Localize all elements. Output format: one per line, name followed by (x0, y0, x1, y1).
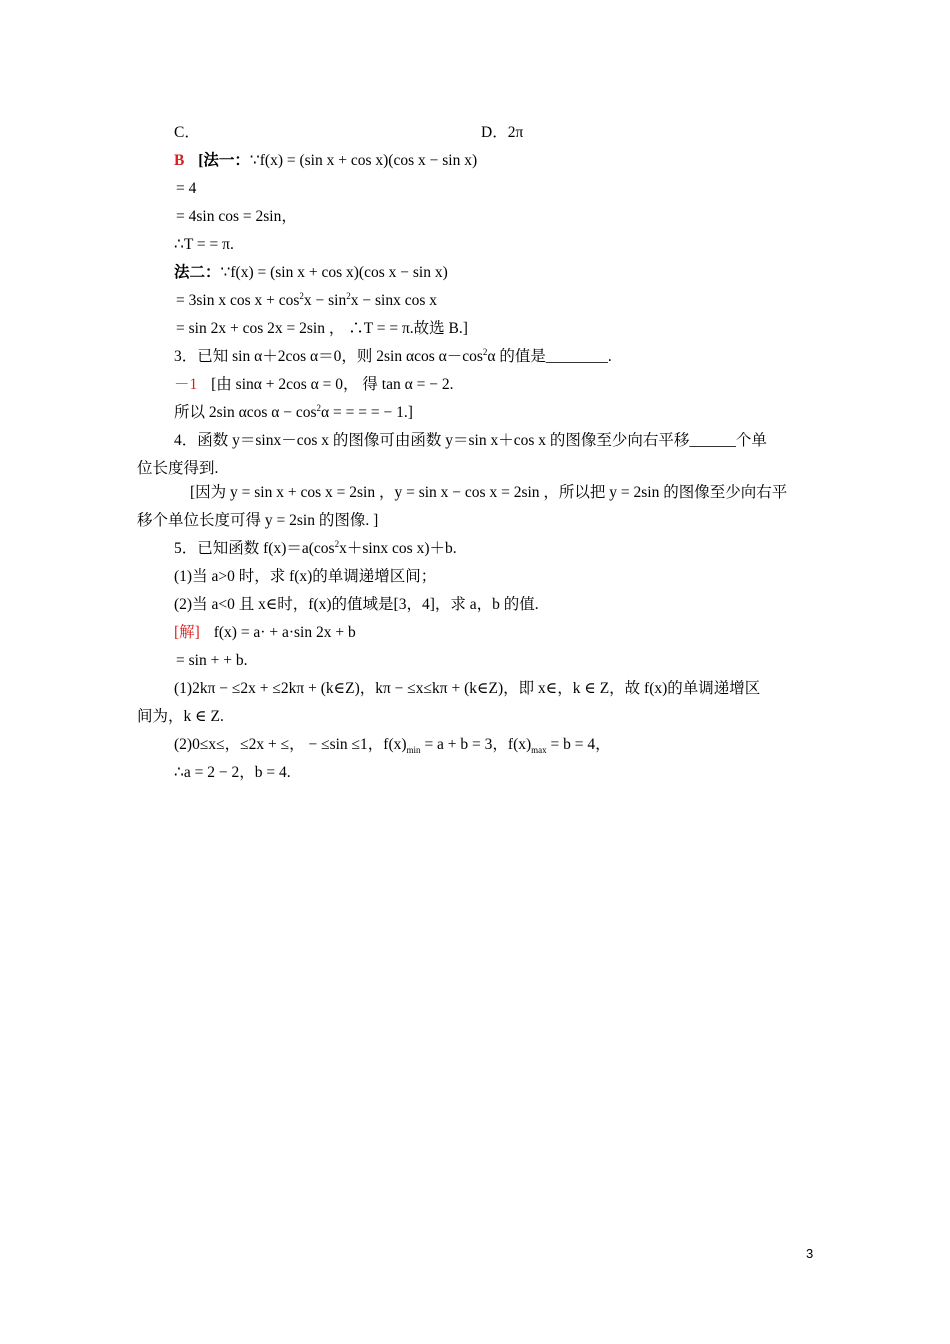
text-segment: x − sin (303, 292, 347, 309)
solution-part-2 (174, 735, 611, 755)
question-5 (174, 539, 457, 559)
subscript: max (531, 745, 547, 756)
solution-final: ∴a = 2 − 2，b = 4. (174, 764, 291, 781)
method-two-text: ∵f(x) = (sin x + cos x)(cos x − sin x) (220, 264, 448, 281)
question-3 (174, 347, 612, 367)
answer-value: －1 (174, 376, 198, 393)
superscript: 2 (299, 290, 304, 301)
superscript: 2 (346, 290, 351, 301)
text-segment: α = = = = − 1.] (321, 404, 413, 421)
method-two-label: 法二： (174, 264, 221, 281)
method-one-label: [法一： (198, 152, 250, 169)
solution-part-1: (1)2kπ − ≤2x + ≤2kπ + (k∈Z)，kπ − ≤x≤kπ + (k∈Z)，即 x∈，k ∈ Z，故 f(x)的单调递增区 (174, 680, 761, 697)
text-segment: = b = 4， (546, 736, 611, 753)
solution-label: [解] (174, 624, 200, 641)
solution-line: = sin 2x + cos 2x = 2sin ， ∴T = = π.故选 B.] (176, 320, 468, 337)
answer-4-cont: 移个单位长度可得 y = 2sin 的图像. ] (137, 512, 379, 529)
answer-3 (174, 375, 453, 395)
page-number: 3 (806, 1246, 814, 1261)
text-segment: = 3sin x cos x + cos (176, 292, 300, 309)
option-c: C． (174, 124, 200, 141)
solution-line: = 4sin cos = 2sin， (176, 208, 297, 225)
text-segment: 3．已知 sin α＋2cos α＝0，则 2sin αcos α－cos (174, 348, 483, 365)
question-4: 4．函数 y＝sinx－cos x 的图像可由函数 y＝sin x＋cos x 的图像至少向右平移______个单 (174, 432, 767, 449)
text-segment: α 的值是________. (487, 348, 612, 365)
solution-line: = 4 (176, 180, 197, 197)
question-5-part-2: (2)当 a<0 且 x∈时，f(x)的值域是[3，4]，求 a，b 的值. (174, 596, 539, 613)
text-segment: 所以 2sin αcos α − cos (174, 404, 317, 421)
answer-letter: B (174, 152, 185, 169)
text-segment: = a + b = 3，f(x) (420, 736, 532, 753)
superscript: 2 (334, 538, 340, 549)
answer-4: [因为 y = sin x + cos x = 2sin ，y = sin x − cos x = 2sin ，所以把 y = 2sin 的图像至少向右平 (190, 484, 788, 501)
option-d: D．2π (481, 124, 524, 141)
question-4-cont: 位长度得到. (137, 460, 219, 477)
text-segment: x − sinx cos x (350, 292, 437, 309)
text-segment: (2)0≤x≤，≤2x + ≤， − ≤sin ≤1，f(x) (174, 736, 407, 753)
method-one-text: ∵f(x) = (sin x + cos x)(cos x − sin x) (249, 152, 478, 169)
solution-part-1-cont: 间为，k ∈ Z. (137, 708, 224, 725)
text-segment: f(x) = a· + a·sin 2x + b (213, 624, 356, 641)
subscript: min (406, 745, 421, 756)
solution-5 (174, 623, 356, 643)
text-segment: x＋sinx cos x)＋b. (339, 540, 457, 557)
answer-line-1 (174, 151, 477, 171)
solution-line: ∴T = = π. (174, 236, 234, 253)
text-segment: [由 sinα + 2cos α = 0， 得 tan α = − 2. (211, 376, 454, 393)
method-two-line (174, 263, 448, 283)
superscript: 2 (316, 402, 322, 413)
superscript: 2 (482, 346, 488, 357)
solution-line: = sin + + b. (176, 652, 248, 669)
solution-line (174, 403, 413, 423)
text-segment: 5．已知函数 f(x)＝a(cos (174, 540, 335, 557)
solution-line (176, 291, 437, 311)
question-5-part-1: (1)当 a>0 时，求 f(x)的单调递增区间； (174, 568, 437, 585)
